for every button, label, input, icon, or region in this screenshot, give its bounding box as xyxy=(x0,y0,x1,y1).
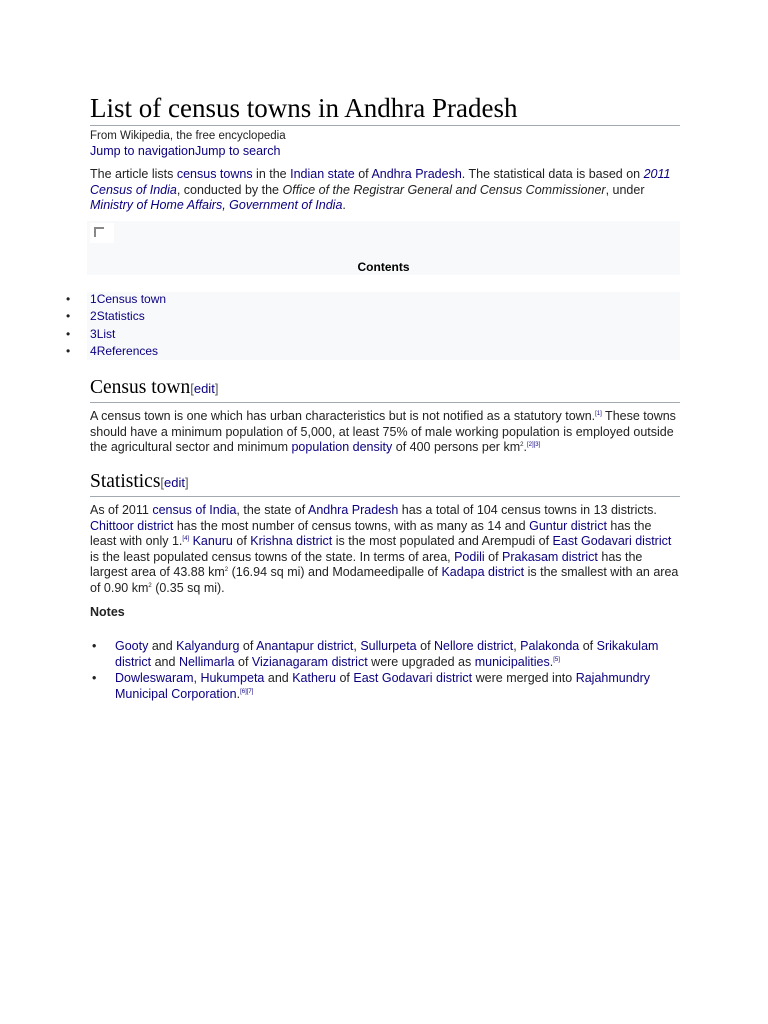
rajahmundry-corporation-link[interactable]: Rajahmundry Municipal Corporation xyxy=(115,671,651,701)
census-town-paragraph: A census town is one which has urban characteristics but is not notified as a statutory town.[1] These towns should have a minimum population of 5,000, at least 75% of male working population is employed outside the agricultural sector and minimum population density of 400 persons per $km^2.[2][3]$ xyxy=(90,409,676,454)
ref-4-link[interactable]: [4] xyxy=(182,535,190,542)
andhra-pradesh-link[interactable]: Andhra Pradesh xyxy=(307,503,399,517)
census-of-india-link[interactable]: census of India xyxy=(152,503,237,517)
census-2011-link[interactable]: 2011 Census of India xyxy=(90,167,671,197)
gooty-link[interactable]: Gooty xyxy=(115,639,149,653)
krishna-district-link[interactable]: Krishna district xyxy=(250,534,333,548)
katheru-link[interactable]: Katheru xyxy=(292,671,336,685)
population-density-link[interactable]: population density xyxy=(291,440,393,454)
andhra-pradesh-link[interactable]: Andhra Pradesh xyxy=(371,167,462,181)
section-heading-statistics: Statistics[edit] xyxy=(90,470,680,497)
indian-state-link[interactable]: Indian state xyxy=(290,167,355,181)
ref-2-3-link[interactable]: [2][3] xyxy=(526,441,541,448)
section-heading-census-town: Census town[edit] xyxy=(90,376,680,403)
office-registrar-text: Office of the Registrar General and Census Commissioner xyxy=(282,182,606,197)
notes-list xyxy=(115,639,685,703)
vizianagaram-district-link[interactable]: Vizianagaram district xyxy=(251,654,368,669)
dowleswaram-link[interactable]: Dowleswaram xyxy=(115,671,194,685)
east-godavari-district-link[interactable]: East Godavari district xyxy=(552,534,672,548)
toc-item-census-town[interactable]: • 1Census town xyxy=(87,292,680,309)
guntur-district-link[interactable]: Guntur district xyxy=(529,518,607,533)
site-tagline: From Wikipedia, the free encyclopedia xyxy=(90,130,286,142)
toc-title: Contents xyxy=(357,260,410,274)
jump-to-search-link[interactable]: Jump to search xyxy=(194,144,281,158)
toc-list xyxy=(87,292,680,360)
note-item: • Gooty and Kalyandurg of Anantapur district, Sullurpeta of Nellore district, Palakonda of Srikakulam district and Nellimarla of Vizianagaram district were upgraded as municipalities.[5] xyxy=(115,639,685,670)
palakonda-link[interactable]: Palakonda xyxy=(520,639,580,653)
toc-item-references[interactable]: • 4References xyxy=(87,344,680,361)
municipalities-link[interactable]: municipalities xyxy=(474,654,550,669)
kanuru-link[interactable]: Kanuru xyxy=(192,534,233,548)
page-title: List of census towns in Andhra Pradesh xyxy=(90,92,680,126)
edit-section-census-town: [edit] xyxy=(190,381,219,396)
hukumpeta-link[interactable]: Hukumpeta xyxy=(200,671,265,685)
jump-to-navigation-link[interactable]: Jump to navigation xyxy=(90,144,195,158)
broken-image-icon xyxy=(90,223,114,243)
edit-section-statistics: [edit] xyxy=(160,475,189,490)
jump-links xyxy=(90,144,280,160)
toc-item-list[interactable]: • 3List xyxy=(87,327,680,344)
intro-paragraph: The article lists census towns in the Indian state of Andhra Pradesh. The statistical data is based on 2011 Census of India, conducted by the Office of the Registrar General and Census Commissioner, under Ministry of Home Affairs, Government of India. xyxy=(90,167,671,212)
edit-link[interactable]: edit xyxy=(164,475,186,490)
census-towns-link[interactable]: census towns xyxy=(176,167,253,181)
nellimarla-link[interactable]: Nellimarla xyxy=(178,654,235,669)
note-item: • Dowleswaram, Hukumpeta and Katheru of East Godavari district were merged into Rajahmundry Municipal Corporation.[6][7] xyxy=(115,671,685,702)
ref-1-link[interactable]: [1] xyxy=(595,410,602,417)
east-godavari-district-link[interactable]: East Godavari district xyxy=(353,671,473,685)
chittoor-district-link[interactable]: Chittoor district xyxy=(90,518,174,533)
toc-item-statistics[interactable]: • 2Statistics xyxy=(87,309,680,326)
sullurpeta-link[interactable]: Sullurpeta xyxy=(360,639,417,653)
notes-heading: Notes xyxy=(90,605,125,619)
kalyandurg-link[interactable]: Kalyandurg xyxy=(176,639,240,653)
ref-5-link[interactable]: [5] xyxy=(553,656,560,663)
podili-link[interactable]: Podili xyxy=(454,549,485,564)
nellore-district-link[interactable]: Nellore district xyxy=(434,639,514,653)
statistics-paragraph: As of 2011 census of India, the state of Andhra Pradesh has a total of 104 census towns in 13 districts. Chittoor district has the most number of census towns, with as many as 14 and Guntur district has the least with only 1.[4] Kanuru of Krishna district is the most populated and Arempudi of East Godavari district is the least populated census towns of the state. In terms of area, Podili of Prakasam district has the largest area of 43.88 $km^2$ (16.94 sq mi) and Modameedipalle of Kadapa district is the smallest with an area of 0.90 $km^2$ (0.35 sq mi). xyxy=(90,503,679,595)
toc-header xyxy=(87,221,680,275)
anantapur-district-link[interactable]: Anantapur district xyxy=(256,639,354,653)
ref-6-7-link[interactable]: [6][7] xyxy=(240,688,254,695)
kadapa-district-link[interactable]: Kadapa district xyxy=(441,565,525,579)
prakasam-district-link[interactable]: Prakasam district xyxy=(502,549,598,564)
srikakulam-district-link[interactable]: Srikakulam district xyxy=(115,639,659,669)
edit-link[interactable]: edit xyxy=(193,381,215,396)
ministry-link[interactable]: Ministry of Home Affairs, Government of India xyxy=(90,198,343,212)
